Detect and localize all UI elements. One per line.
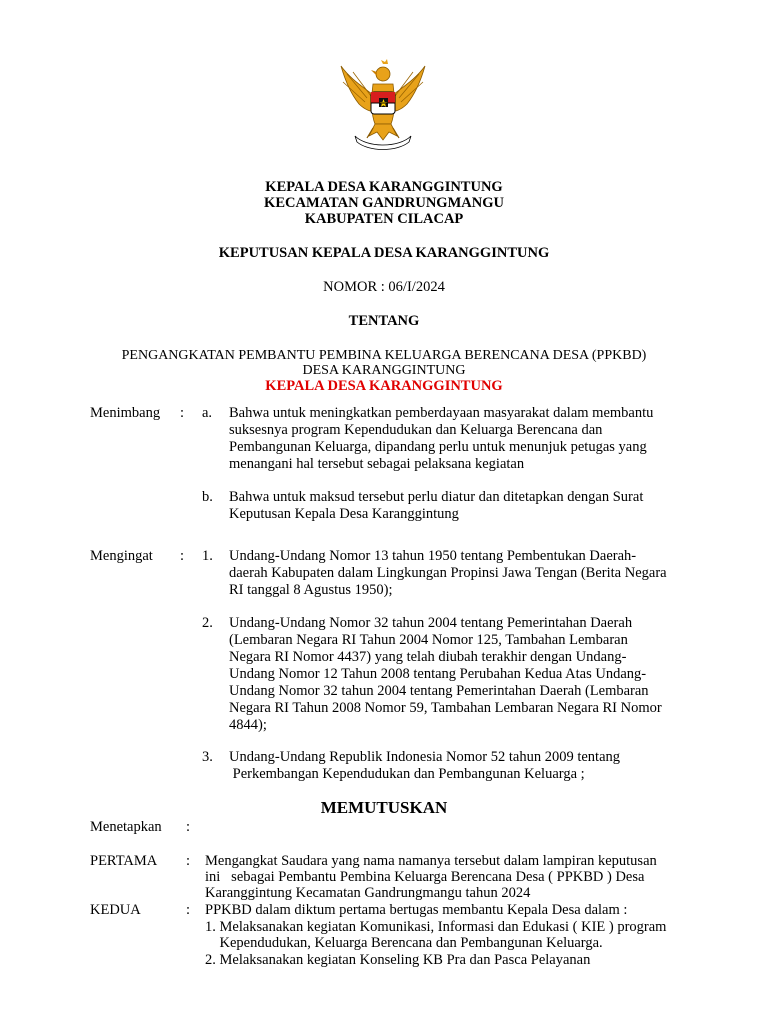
mengingat-1-line-3: RI tanggal 8 Agustus 1950); (229, 582, 393, 598)
mengingat-2-line-1: Undang-Undang Nomor 32 tahun 2004 tentang Pemerintahan Daerah (229, 615, 633, 631)
menetapkan-colon: : (186, 819, 191, 835)
pertama-label: PERTAMA (90, 853, 158, 869)
mengingat-1-line-2: daerah Kabupaten dalam Lingkungan Propinsi Jawa Tengan (Berita Negara (229, 565, 667, 581)
menimbang-a-line-1: Bahwa untuk meningkatkan pemberdayaan masyarakat dalam membantu (229, 405, 654, 421)
mengingat-2-mark: 2. (202, 615, 213, 631)
mengingat-3-line-2: Perkembangan Kependudukan dan Pembangunan Keluarga ; (229, 766, 585, 782)
mengingat-3-mark: 3. (202, 749, 213, 765)
menimbang-b-line-2: Keputusan Kepala Desa Karanggintung (229, 506, 459, 522)
pertama-colon: : (186, 853, 191, 869)
mengingat-2-line-4: Undang Nomor 12 Tahun 2008 tentang Perubahan Kedua Atas Undang- (229, 666, 647, 682)
kedua-line-4: 2. Melaksanakan kegiatan Konseling KB Pra dan Pasca Pelayanan (205, 952, 591, 968)
menimbang-a-mark: a. (202, 405, 213, 421)
subject-line-1: PENGANGKATAN PEMBANTU PEMBINA KELUARGA BERENCANA DESA (PPKBD) (121, 348, 647, 363)
menetapkan-label: Menetapkan (90, 819, 162, 835)
garuda-emblem (337, 58, 429, 150)
menimbang-colon: : (180, 405, 185, 421)
header-line-1: KEPALA DESA KARANGGINTUNG (265, 179, 503, 195)
issuer-heading: KEPALA DESA KARANGGINTUNG (265, 378, 503, 394)
mengingat-colon: : (180, 548, 185, 564)
mengingat-2-line-3: Negara RI Nomor 4437) yang telah diubah terakhir dengan Undang- (229, 649, 627, 665)
header-line-3: KABUPATEN CILACAP (304, 211, 464, 227)
menimbang-b-mark: b. (202, 489, 213, 505)
kedua-colon: : (186, 902, 191, 918)
mengingat-label: Mengingat (90, 548, 153, 564)
pertama-line-1: Mengangkat Saudara yang nama namanya tersebut dalam lampiran keputusan (205, 853, 657, 869)
menimbang-label: Menimbang (90, 405, 161, 421)
menimbang-a-line-4: menangani hal tersebut sebagai pelaksana kegiatan (229, 456, 525, 472)
mengingat-2-line-5: Undang Nomor 32 tahun 2004 tentang Pemerintahan Daerah (Lembaran (229, 683, 649, 699)
menimbang-a-line-3: Pembangunan Keluarga, dipandang perlu untuk menunjuk petugas yang (229, 439, 647, 455)
menimbang-b-line-1: Bahwa untuk maksud tersebut perlu diatur dan ditetapkan dengan Surat (229, 489, 644, 505)
pertama-line-3: Karanggintung Kecamatan Gandrungmangu tahun 2024 (205, 885, 531, 901)
mengingat-2-line-2: (Lembaran Negara RI Tahun 2004 Nomor 125, Tambahan Lembaran (229, 632, 628, 648)
kedua-line-1: PPKBD dalam diktum pertama bertugas membantu Kepala Desa dalam : (205, 902, 628, 918)
tentang-heading: TENTANG (348, 313, 420, 329)
mengingat-1-line-1: Undang-Undang Nomor 13 tahun 1950 tentang Pembentukan Daerah- (229, 548, 637, 564)
kedua-label: KEDUA (90, 902, 141, 918)
memutuskan-heading: MEMUTUSKAN (320, 798, 448, 817)
menimbang-a-line-2: suksesnya program Kependudukan dan Keluarga Berencana dan (229, 422, 603, 438)
decree-title: KEPUTUSAN KEPALA DESA KARANGGINTUNG (218, 245, 550, 261)
mengingat-1-mark: 1. (202, 548, 213, 564)
header-line-2: KECAMATAN GANDRUNGMANGU (264, 195, 504, 211)
subject-line-2: DESA KARANGGINTUNG (302, 363, 466, 378)
kedua-line-3: Kependudukan, Keluarga Berencana dan Pembangunan Keluarga. (205, 935, 603, 951)
decree-number: NOMOR : 06/I/2024 (323, 279, 445, 295)
pertama-line-2: ini sebagai Pembantu Pembina Keluarga Berencana Desa ( PPKBD ) Desa (205, 869, 645, 885)
mengingat-3-line-1: Undang-Undang Republik Indonesia Nomor 52 tahun 2009 tentang (229, 749, 621, 765)
mengingat-2-line-6: Negara RI Tahun 2008 Nomor 59, Tambahan Lembaran Negara RI Nomor (229, 700, 662, 716)
kedua-line-2: 1. Melaksanakan kegiatan Komunikasi, Informasi dan Edukasi ( KIE ) program (205, 919, 667, 935)
mengingat-2-line-7: 4844); (229, 717, 267, 733)
